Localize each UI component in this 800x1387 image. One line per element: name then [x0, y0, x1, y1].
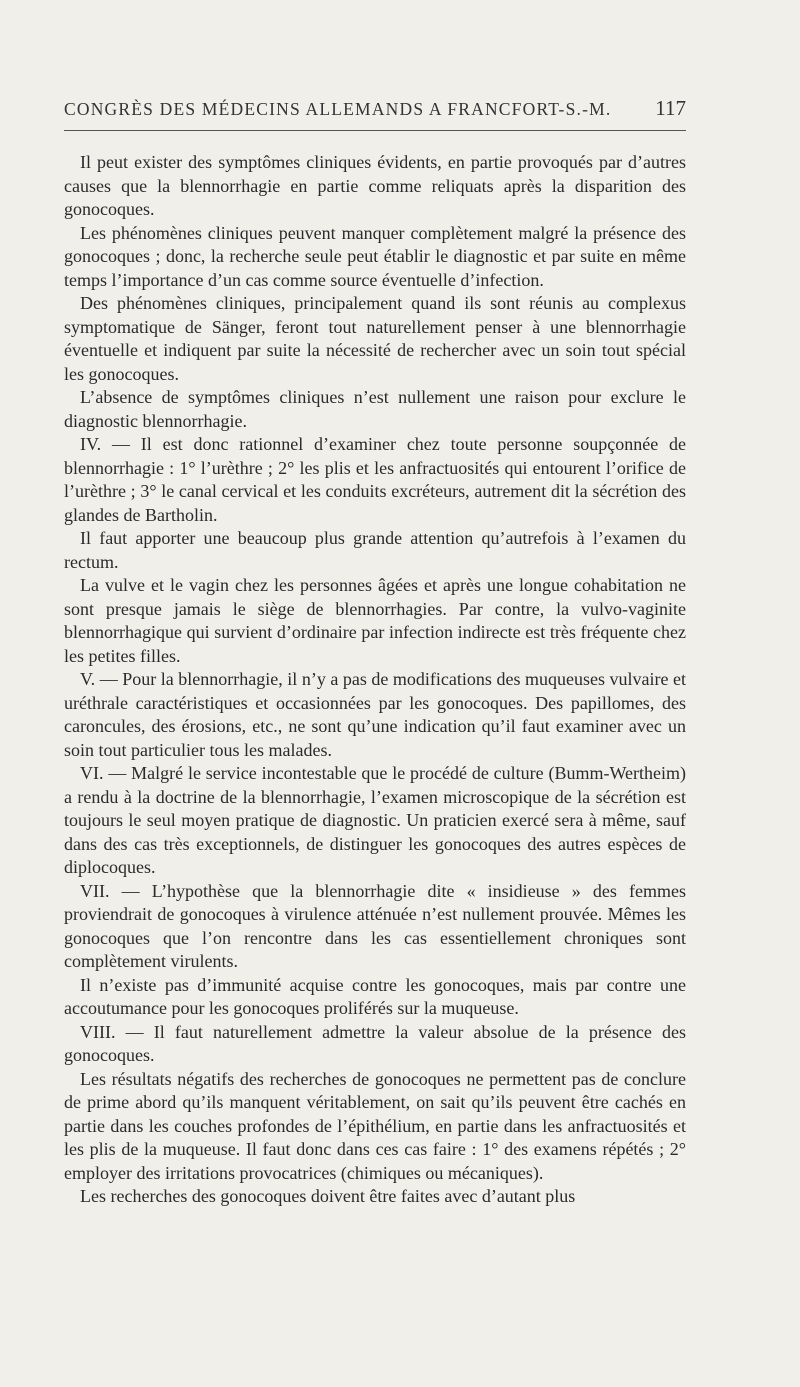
paragraph-section-v: V. — Pour la blennorrhagie, il n’y a pas de modifications des muqueuses vulvaire et uréthrale caractéristiques et occasionnées par les gonocoques. Des papillomes, des caroncules, des érosions, etc., ne sont qu’une indication qu’il faut examiner avec un soin tout particulier tous les malades. [64, 669, 686, 760]
running-head [64, 96, 686, 124]
paragraph: Les phénomènes cliniques peuvent manquer complètement malgré la présence des gonocoques ; donc, la recherche seule peut établir le diagnostic et par suite en même temps l’importance d’un cas comme source éventuelle d’infection. [64, 222, 686, 290]
paragraph-section-vi: VI. — Malgré le service incontestable que le procédé de culture (Bumm-Wertheim) a rendu à la doctrine de la blennorrhagie, l’examen microscopique de la sécrétion est toujours le seul moyen pratique de diagnostic. Un praticien exercé sera à même, sauf dans des cas très exceptionnels, de distinguer les gonocoques des autres espèces de diplocoques. [64, 763, 686, 877]
paragraph-section-iv: IV. — Il est donc rationnel d’examiner chez toute personne soupçonnée de blennorrhagie : 1° l’urèthre ; 2° les plis et les anfractuosités qui entourent l’orifice de l’urèthre ; 3° le canal cervical et les conduits excréteurs, autrement dit la sécrétion des glandes de Bartholin. [64, 434, 686, 525]
paragraph: La vulve et le vagin chez les personnes âgées et après une longue cohabitation ne sont presque jamais le siège de blennorrhagies. Par contre, la vulvo-vaginite blennorrhagique qui survient d’ordinaire par infection indirecte est très fréquente chez les petites filles. [64, 575, 686, 666]
paragraph: Des phénomènes cliniques, principalement quand ils sont réunis au complexus symptomatique de Sänger, feront tout naturellement penser à une blennorrhagie éventuelle et indiquent par suite la nécessité de rechercher avec un soin tout spécial les gonocoques. [64, 293, 686, 384]
paragraph-section-viii: VIII. — Il faut naturellement admettre la valeur absolue de la présence des gonocoques. [64, 1021, 686, 1065]
paragraph: Il peut exister des symptômes cliniques évidents, en partie provoqués par d’autres causes que la blennorrhagie en partie comme reliquats après la disparition des gonocoques. [64, 152, 686, 219]
paragraph: Les résultats négatifs des recherches de gonocoques ne permettent pas de conclure de prime abord qu’ils manquent véritablement, on sait qu’ils peuvent être cachés en partie dans les couches profondes de l’épithélium, en partie dans les anfractuosités et les plis de la muqueuse. Il faut donc dans ces cas faire : 1° des examens répétés ; 2° employer des irritations provocatrices (chimiques ou mécaniques). [64, 1068, 686, 1183]
paragraph-section-vii: VII. — L’hypothèse que la blennorrhagie dite « insidieuse » des femmes proviendrait de gonocoques à virulence atténuée n’est nullement prouvée. Mêmes les gonocoques que l’on rencontre dans les cas essentiellement chroniques sont complètement virulents. [64, 880, 686, 971]
paragraph: Il faut apporter une beaucoup plus grande attention qu’autrefois à l’examen du rectum. [64, 528, 686, 572]
paragraph: Il n’existe pas d’immunité acquise contre les gonocoques, mais par contre une accoutumance pour les gonocoques proliférés sur la muqueuse. [64, 974, 686, 1018]
paragraph: L’absence de symptômes cliniques n’est nullement une raison pour exclure le diagnostic blennorrhagie. [64, 387, 686, 431]
paragraph-final-line: Les recherches des gonocoques doivent être faites avec d’autant plus [80, 1186, 576, 1206]
running-title: CONGRÈS DES MÉDECINS ALLEMANDS A FRANCFORT-S.-M. [64, 99, 612, 119]
body-text [64, 151, 686, 1209]
header-rule [64, 130, 686, 131]
page-number: 117 [655, 96, 686, 120]
